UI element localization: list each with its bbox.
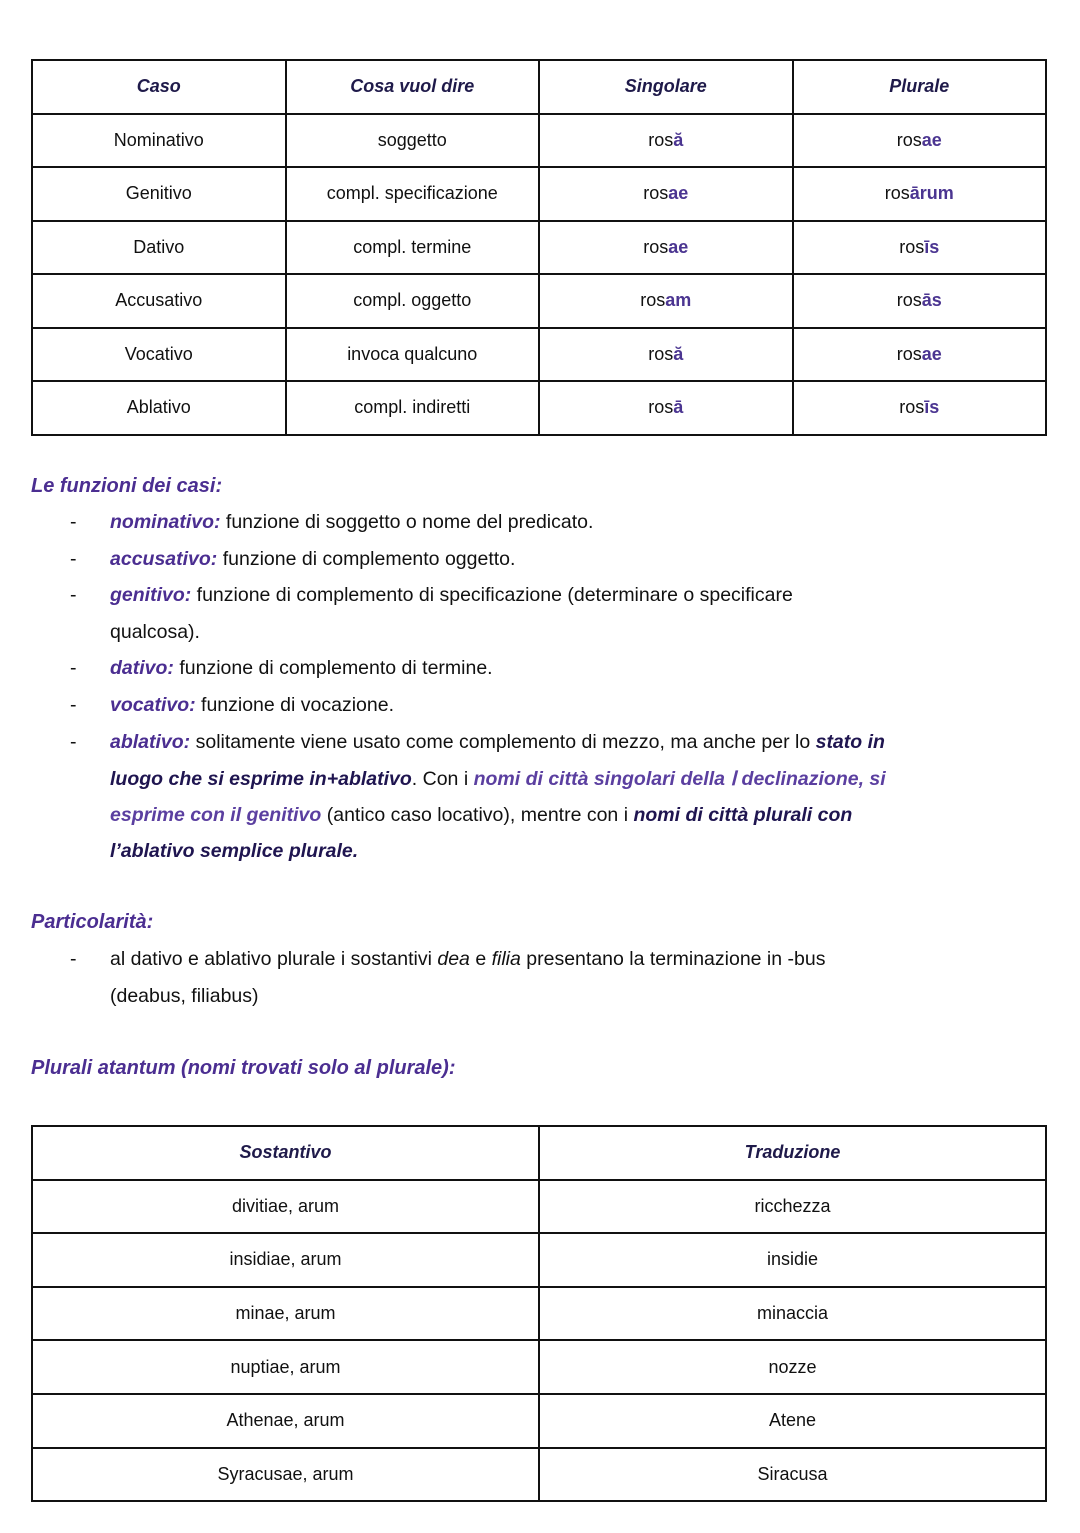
word-stem: ros bbox=[648, 343, 674, 364]
declension-table bbox=[31, 59, 1047, 436]
table-row bbox=[32, 221, 1046, 275]
cell-plur bbox=[793, 221, 1047, 275]
table-header-row bbox=[32, 1126, 1046, 1180]
word-stem: ros bbox=[899, 236, 925, 257]
word-stem: ros bbox=[643, 183, 669, 204]
cell-significato: compl. indiretti bbox=[286, 381, 540, 435]
cell-significato: soggetto bbox=[286, 114, 540, 168]
cell-plur bbox=[793, 114, 1047, 168]
cell-sostantivo: minae, arum bbox=[32, 1287, 539, 1341]
cell-sing bbox=[539, 381, 793, 435]
emphasis-text: dea bbox=[437, 948, 470, 970]
emphasis-text: stato in bbox=[815, 730, 885, 753]
list-item-line bbox=[110, 694, 394, 717]
body-text: (antico caso locativo), mentre con i bbox=[321, 803, 634, 826]
emphasis-text: nominativo: bbox=[110, 511, 221, 533]
cell-traduzione: Atene bbox=[539, 1394, 1046, 1448]
cell-plur bbox=[793, 381, 1047, 435]
body-text: . Con i bbox=[411, 768, 474, 791]
table-row bbox=[32, 1287, 1046, 1341]
header-significato: Cosa vuol dire bbox=[286, 60, 540, 114]
emphasis-text: vocativo: bbox=[110, 694, 196, 716]
list-item-line bbox=[110, 548, 515, 571]
word-ending: ās bbox=[921, 290, 942, 311]
cell-significato: compl. specificazione bbox=[286, 167, 540, 221]
word-ending: ae bbox=[668, 236, 689, 257]
word-ending: īs bbox=[924, 236, 940, 257]
funzioni-heading: Le funzioni dei casi: bbox=[31, 475, 223, 497]
word-ending: ă bbox=[673, 343, 684, 364]
emphasis-text: nomi di città singolari della Ⅰ declinazione, si bbox=[473, 768, 886, 791]
word-stem: ros bbox=[896, 290, 922, 311]
cell-caso: Genitivo bbox=[32, 167, 286, 221]
emphasis-text: ablativo: bbox=[110, 730, 191, 753]
bullet-dash: - bbox=[70, 694, 77, 716]
word-ending: ā bbox=[673, 397, 684, 418]
emphasis-text: genitivo: bbox=[110, 584, 192, 607]
list-item-line bbox=[110, 767, 886, 791]
cell-traduzione: minaccia bbox=[539, 1287, 1046, 1341]
cell-caso: Nominativo bbox=[32, 114, 286, 168]
emphasis-text: filia bbox=[491, 948, 521, 970]
table-row bbox=[32, 1180, 1046, 1234]
cell-traduzione: insidie bbox=[539, 1233, 1046, 1287]
word-stem: ros bbox=[899, 397, 925, 418]
cell-sostantivo: insidiae, arum bbox=[32, 1233, 539, 1287]
cell-traduzione: nozze bbox=[539, 1340, 1046, 1394]
body-text: (deabus, filiabus) bbox=[110, 984, 259, 1007]
list-item-line bbox=[110, 731, 885, 754]
cell-traduzione: Siracusa bbox=[539, 1448, 1046, 1502]
cell-sostantivo: Syracusae, arum bbox=[32, 1448, 539, 1502]
emphasis-text: dativo: bbox=[110, 657, 174, 680]
cell-plur bbox=[793, 274, 1047, 328]
body-text: presentano la terminazione in -bus bbox=[520, 948, 826, 970]
word-ending: ae bbox=[921, 129, 942, 150]
cell-sing bbox=[539, 328, 793, 382]
word-stem: ros bbox=[643, 236, 669, 257]
table-row bbox=[32, 328, 1046, 382]
body-text: funzione di vocazione. bbox=[195, 694, 394, 716]
cell-caso: Vocativo bbox=[32, 328, 286, 382]
table-row bbox=[32, 167, 1046, 221]
list-item-line bbox=[110, 657, 493, 680]
word-stem: ros bbox=[648, 397, 674, 418]
cell-sing bbox=[539, 274, 793, 328]
word-stem: ros bbox=[896, 343, 922, 364]
cell-sostantivo: divitiae, arum bbox=[32, 1180, 539, 1234]
emphasis-text: nomi di città plurali con bbox=[633, 803, 853, 826]
list-item-line bbox=[110, 804, 852, 827]
table-row bbox=[32, 1340, 1046, 1394]
cell-significato: compl. oggetto bbox=[286, 274, 540, 328]
bullet-dash: - bbox=[70, 584, 77, 607]
cell-sing bbox=[539, 167, 793, 221]
header-caso: Caso bbox=[32, 60, 286, 114]
list-item-line bbox=[110, 621, 200, 644]
emphasis-text: luogo che si esprime in+ablativo bbox=[110, 768, 412, 791]
body-text: al dativo e ablativo plurale i sostantivi bbox=[110, 948, 438, 970]
table-header-row bbox=[32, 60, 1046, 114]
emphasis-text: esprime con il genitivo bbox=[110, 803, 322, 826]
bullet-dash: - bbox=[70, 730, 77, 753]
bullet-dash: - bbox=[70, 948, 77, 970]
word-stem: ros bbox=[648, 129, 674, 150]
body-text: funzione di complemento di specificazione (determinare o specificare bbox=[191, 584, 793, 607]
body-text: funzione di complemento di termine. bbox=[173, 657, 493, 680]
cell-significato: compl. termine bbox=[286, 221, 540, 275]
cell-plur bbox=[793, 328, 1047, 382]
plurali-heading: Plurali atantum (nomi trovati solo al plurale): bbox=[31, 1057, 456, 1079]
body-text: solitamente viene usato come complemento di mezzo, ma anche per lo bbox=[190, 730, 816, 753]
bullet-dash: - bbox=[70, 657, 77, 680]
table-row bbox=[32, 1394, 1046, 1448]
word-ending: ae bbox=[921, 343, 942, 364]
emphasis-text: l’ablativo semplice plurale. bbox=[110, 840, 359, 863]
table-row bbox=[32, 1448, 1046, 1502]
word-ending: īs bbox=[924, 397, 940, 418]
cell-traduzione: ricchezza bbox=[539, 1180, 1046, 1234]
header-traduzione: Traduzione bbox=[539, 1126, 1046, 1180]
particolarita-heading: Particolarità: bbox=[31, 911, 154, 933]
word-ending: ārum bbox=[909, 183, 954, 204]
table-row bbox=[32, 1233, 1046, 1287]
list-item-line bbox=[110, 584, 793, 607]
table-row bbox=[32, 381, 1046, 435]
word-ending: am bbox=[665, 290, 692, 311]
cell-sing bbox=[539, 114, 793, 168]
word-ending: ă bbox=[673, 129, 684, 150]
table-row bbox=[32, 274, 1046, 328]
emphasis-text: accusativo: bbox=[110, 547, 218, 570]
bullet-dash: - bbox=[70, 547, 77, 570]
list-item-line bbox=[110, 840, 358, 863]
cell-sostantivo: nuptiae, arum bbox=[32, 1340, 539, 1394]
cell-sing bbox=[539, 221, 793, 275]
word-stem: ros bbox=[640, 290, 666, 311]
body-text: e bbox=[469, 948, 492, 970]
word-stem: ros bbox=[896, 129, 922, 150]
cell-plur bbox=[793, 167, 1047, 221]
cell-caso: Dativo bbox=[32, 221, 286, 275]
body-text: funzione di soggetto o nome del predicato. bbox=[220, 511, 594, 533]
cell-significato: invoca qualcuno bbox=[286, 328, 540, 382]
body-text: qualcosa). bbox=[110, 620, 200, 643]
header-plurale: Plurale bbox=[793, 60, 1047, 114]
bullet-dash: - bbox=[70, 511, 77, 533]
word-stem: ros bbox=[884, 183, 910, 204]
list-item-line bbox=[110, 948, 825, 971]
word-ending: ae bbox=[668, 183, 689, 204]
list-item-line bbox=[110, 511, 593, 534]
cell-sostantivo: Athenae, arum bbox=[32, 1394, 539, 1448]
table-row bbox=[32, 114, 1046, 168]
header-sostantivo: Sostantivo bbox=[32, 1126, 539, 1180]
body-text: funzione di complemento oggetto. bbox=[217, 547, 516, 570]
list-item-line bbox=[110, 985, 259, 1008]
plurali-tantum-table bbox=[31, 1125, 1047, 1502]
cell-caso: Ablativo bbox=[32, 381, 286, 435]
cell-caso: Accusativo bbox=[32, 274, 286, 328]
header-singolare: Singolare bbox=[539, 60, 793, 114]
